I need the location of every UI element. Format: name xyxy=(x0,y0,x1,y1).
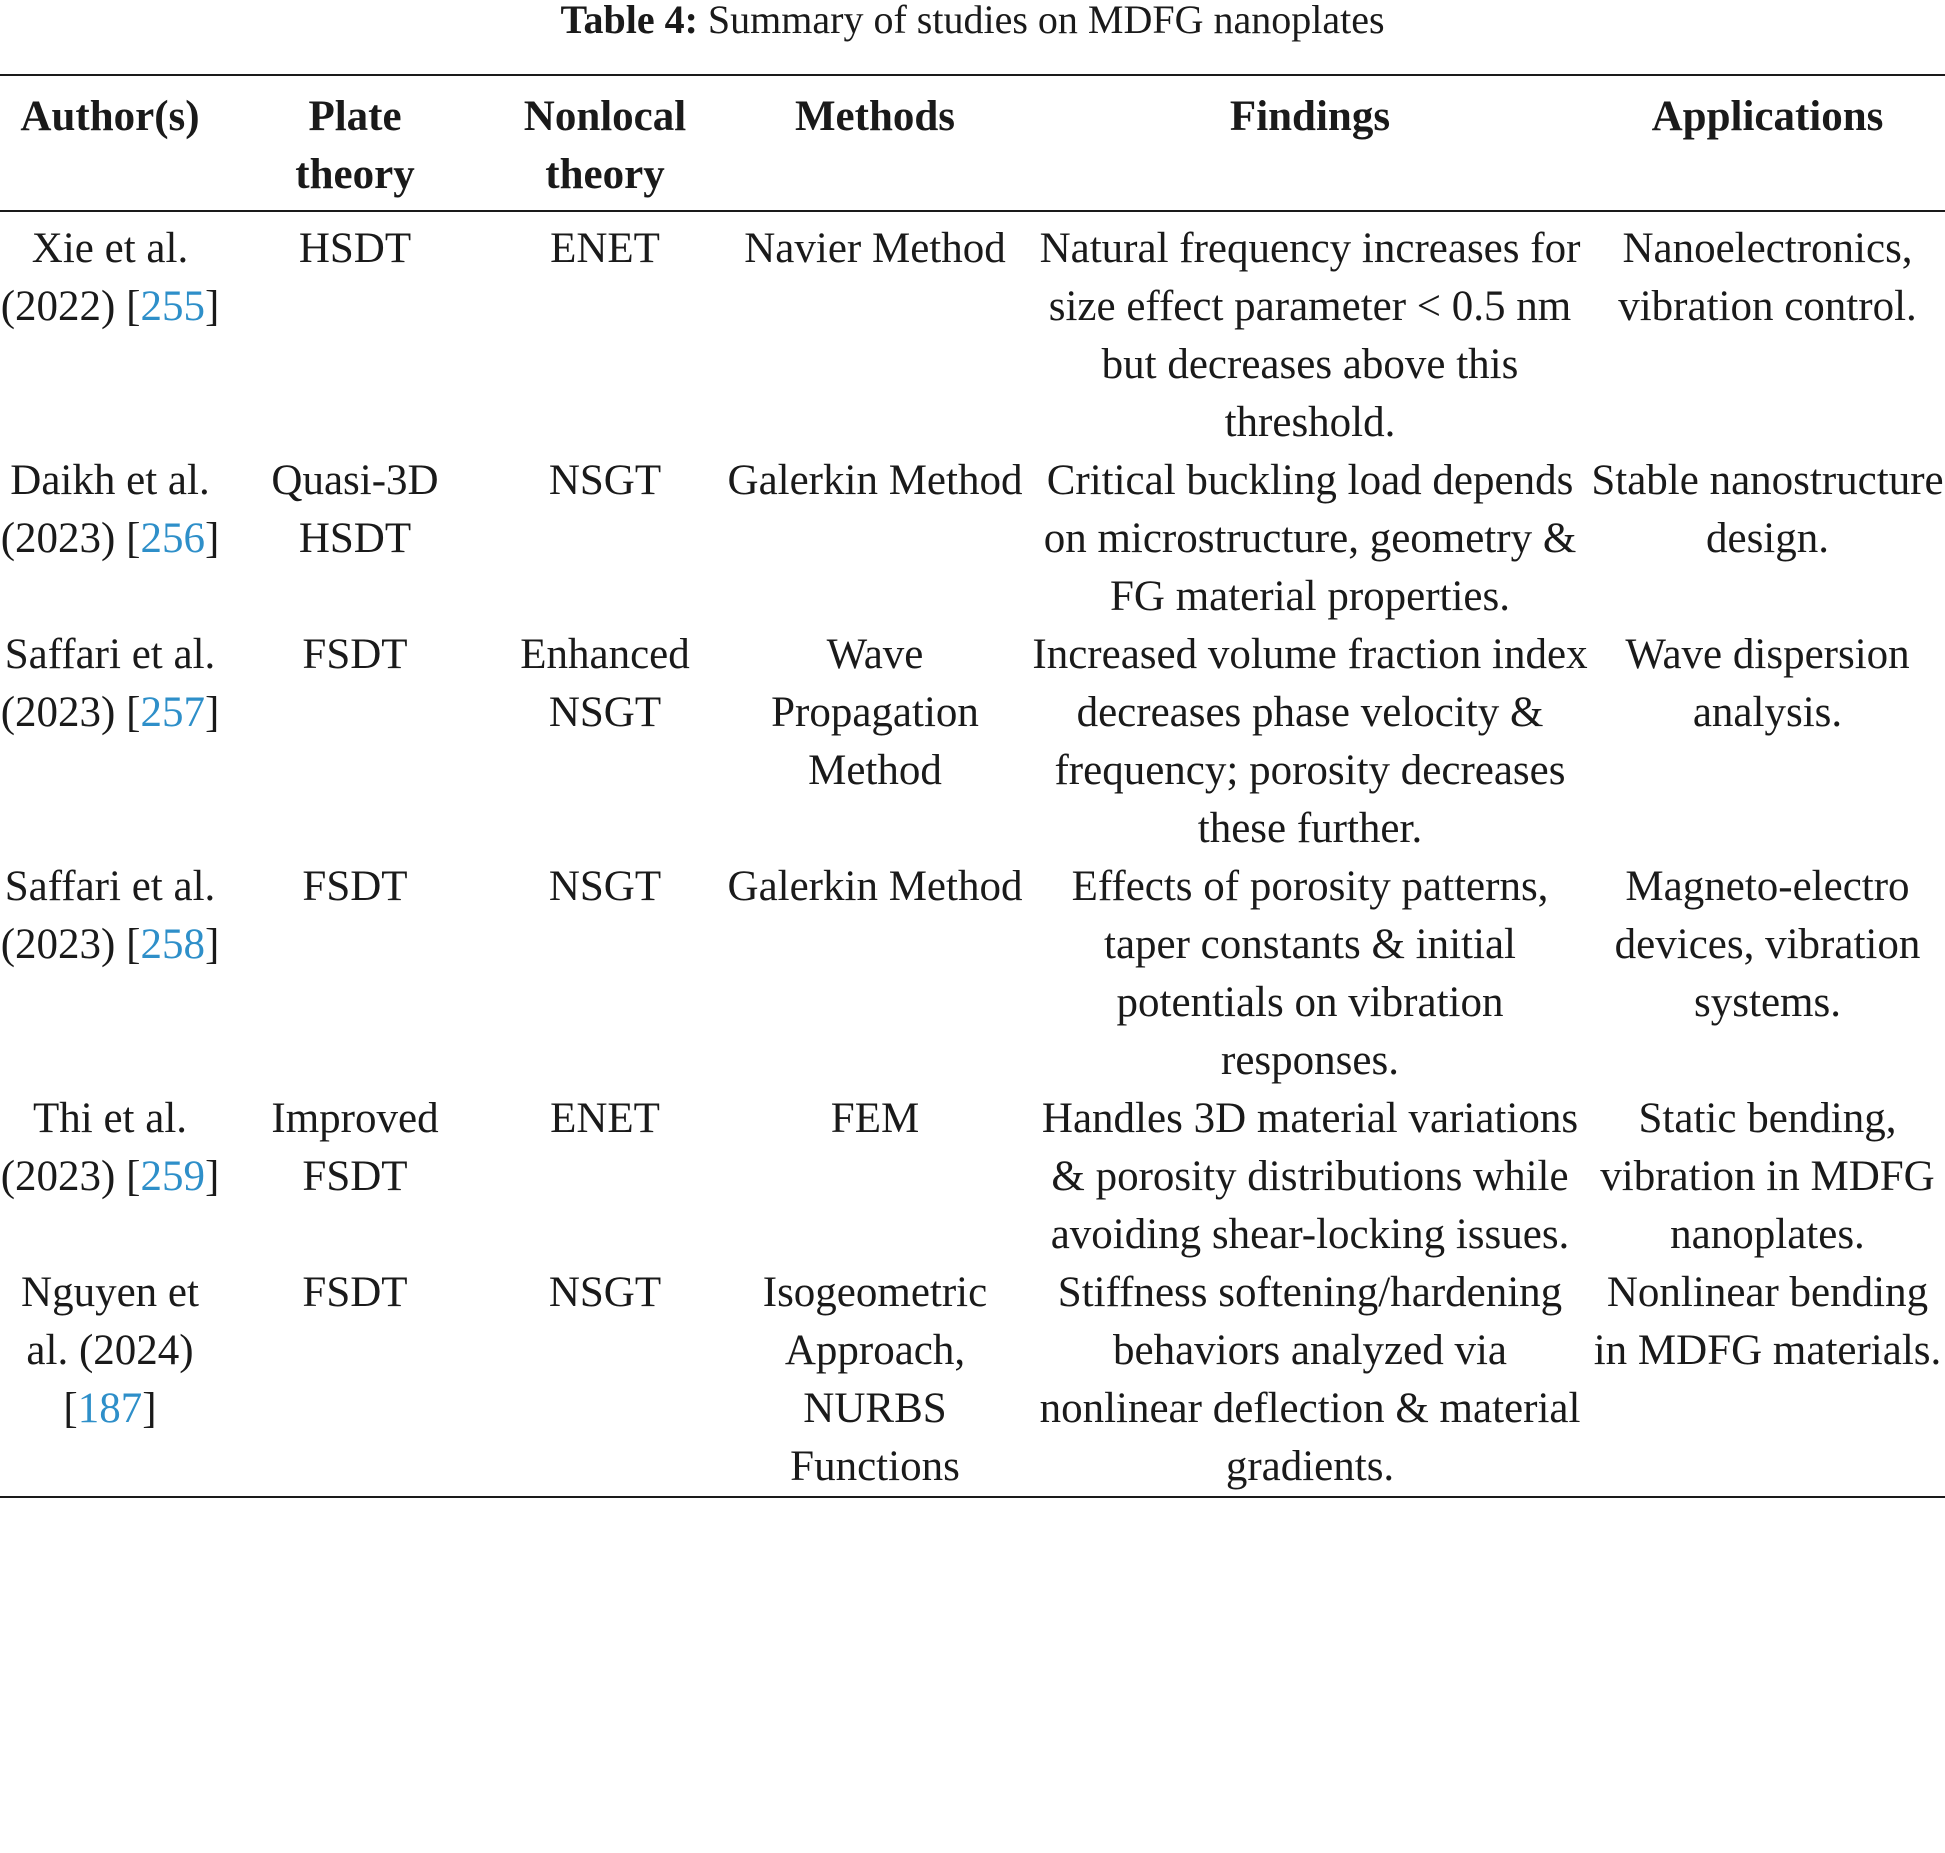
cell-nonlocal-theory: ENET xyxy=(550,225,660,272)
table-body xyxy=(0,211,1945,1497)
cell-methods: Isogeometric Approach, NURBS Functions xyxy=(762,1269,988,1490)
cell-plate-theory: FSDT xyxy=(302,631,408,678)
cell-plate-theory: FSDT xyxy=(302,1269,408,1316)
cell-author: Daikh et al. (2023) [256] xyxy=(0,457,220,562)
table-row xyxy=(0,626,1945,858)
reference-link[interactable]: 256 xyxy=(140,515,205,562)
cell-applications: Magneto-electro devices, vibration systems. xyxy=(1614,863,1921,1026)
cell-methods: Galerkin Method xyxy=(727,457,1023,504)
cell-findings: Handles 3D material variations & porosity distributions while avoiding shear-locking issues. xyxy=(1041,1095,1579,1258)
header-findings: Findings xyxy=(1229,93,1391,140)
table-row xyxy=(0,1090,1945,1264)
reference-link[interactable]: 187 xyxy=(77,1385,143,1432)
table-row xyxy=(0,1264,1945,1497)
cell-applications: Nonlinear bending in MDFG materials. xyxy=(1593,1269,1942,1374)
cell-applications: Wave dispersion analysis. xyxy=(1625,631,1910,736)
header-plate-theory: Plate theory xyxy=(295,93,415,198)
cell-author: Saffari et al. (2023) [257] xyxy=(0,631,220,736)
cell-findings: Effects of porosity patterns, taper constants & initial potentials on vibration responses. xyxy=(1071,863,1549,1084)
cell-plate-theory: HSDT xyxy=(298,225,412,272)
cell-methods: FEM xyxy=(830,1095,920,1142)
cell-findings: Increased volume fraction index decreases phase velocity & frequency; porosity decreases these further. xyxy=(1032,631,1588,852)
cell-methods: Navier Method xyxy=(744,225,1006,272)
cell-applications: Stable nanostructure design. xyxy=(1591,457,1944,562)
table-header xyxy=(0,75,1945,211)
header-methods: Methods xyxy=(794,93,956,140)
header-row xyxy=(0,75,1945,211)
cell-findings: Natural frequency increases for size effect parameter < 0.5 nm but decreases above this threshold. xyxy=(1039,225,1581,446)
cell-author: Saffari et al. (2023) [258] xyxy=(0,863,220,968)
cell-nonlocal-theory: Enhanced NSGT xyxy=(520,631,690,736)
table-caption-label: Table 4: xyxy=(560,0,698,42)
cell-applications: Static bending, vibration in MDFG nanoplates. xyxy=(1600,1095,1935,1258)
cell-nonlocal-theory: NSGT xyxy=(548,1269,662,1316)
summary-table xyxy=(0,74,1945,1498)
reference-link[interactable]: 257 xyxy=(140,689,205,736)
cell-author: Xie et al. (2022) [255] xyxy=(0,225,220,330)
cell-applications: Nanoelectronics, vibration control. xyxy=(1618,225,1917,330)
reference-link[interactable]: 259 xyxy=(140,1153,205,1200)
cell-plate-theory: Quasi-3D HSDT xyxy=(271,457,439,562)
table-row xyxy=(0,211,1945,452)
cell-nonlocal-theory: ENET xyxy=(550,1095,660,1142)
table-caption-text: Summary of studies on MDFG nanoplates xyxy=(707,0,1385,42)
header-applications: Applications xyxy=(1651,93,1884,140)
cell-author: Thi et al. (2023) [259] xyxy=(0,1095,220,1200)
cell-findings: Stiffness softening/hardening behaviors analyzed via nonlinear deflection & material gradients. xyxy=(1039,1269,1581,1490)
cell-author: Nguyen et al. (2024) [187] xyxy=(21,1269,199,1432)
cell-methods: Wave Propagation Method xyxy=(771,631,979,794)
cell-methods: Galerkin Method xyxy=(727,863,1023,910)
cell-findings: Critical buckling load depends on microstructure, geometry & FG material properties. xyxy=(1043,457,1577,620)
table-row xyxy=(0,452,1945,626)
table-row xyxy=(0,858,1945,1090)
table-caption xyxy=(0,0,1945,40)
header-nonlocal-theory: Nonlocal theory xyxy=(523,93,687,198)
cell-nonlocal-theory: NSGT xyxy=(548,863,662,910)
cell-plate-theory: FSDT xyxy=(302,863,408,910)
reference-link[interactable]: 258 xyxy=(140,921,205,968)
cell-plate-theory: Improved FSDT xyxy=(271,1095,439,1200)
reference-link[interactable]: 255 xyxy=(140,283,205,330)
header-author: Author(s) xyxy=(20,93,200,140)
cell-nonlocal-theory: NSGT xyxy=(548,457,662,504)
